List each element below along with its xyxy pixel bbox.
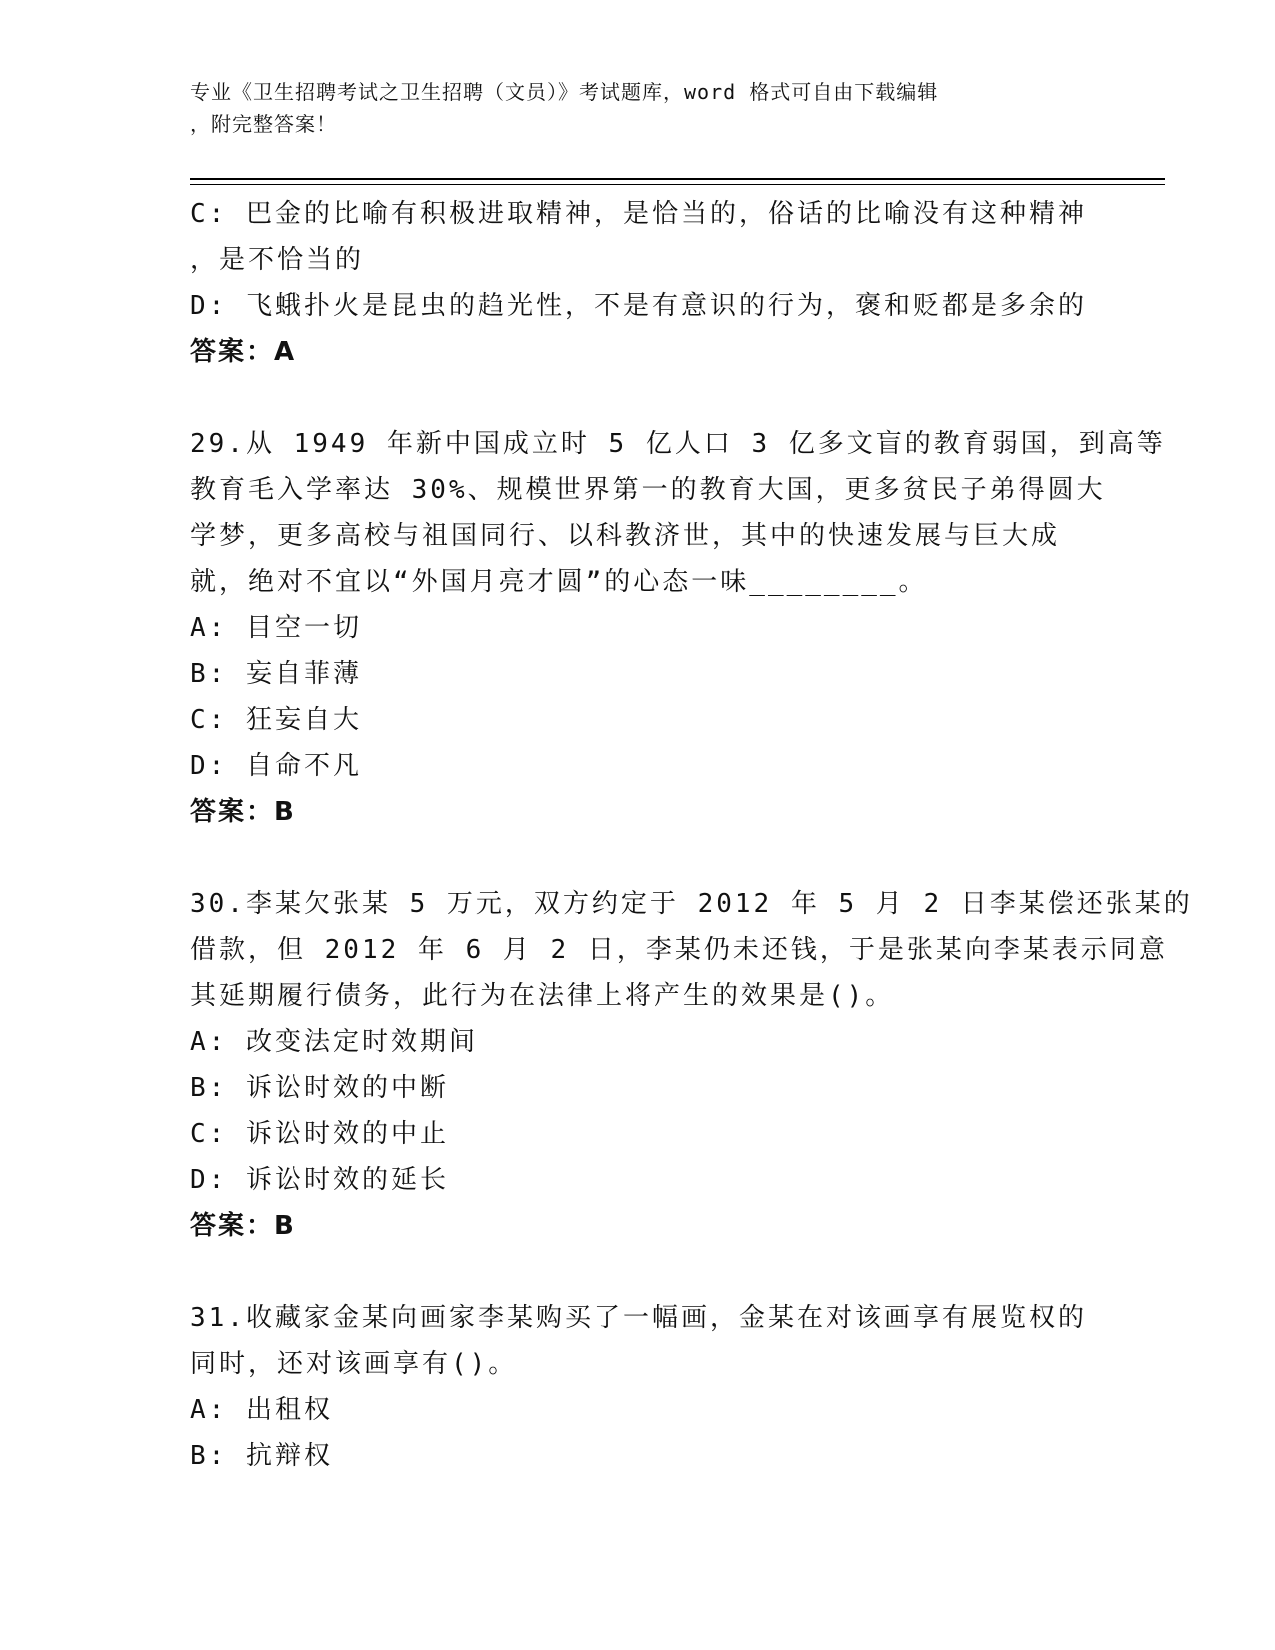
header-title-line-1: 专业《卫生招聘考试之卫生招聘（文员）》考试题库，word 格式可自由下载编辑	[190, 80, 939, 104]
question-28-continuation	[190, 191, 1090, 375]
header-title-line-2: ，附完整答案！	[190, 112, 337, 136]
spacer	[190, 1249, 1090, 1295]
option-d: D: 飞蛾扑火是昆虫的趋光性，不是有意识的行为，褒和贬都是多余的	[190, 291, 1087, 321]
question-stem-line: 学梦，更多高校与祖国同行、以科教济世，其中的快速发展与巨大成	[190, 521, 1061, 551]
question-stem-line: 借款，但 2012 年 6 月 2 日，李某仍未还钱，于是张某向李某表示同意	[190, 935, 1168, 965]
option-d: D: 自命不凡	[190, 751, 362, 781]
question-stem-line: 同时，还对该画享有()。	[190, 1349, 518, 1379]
document-header	[190, 76, 1070, 140]
option-a: A: 改变法定时效期间	[190, 1027, 478, 1057]
option-c: C: 诉讼时效的中止	[190, 1119, 449, 1149]
question-stem-line: 就，绝对不宜以“外国月亮才圆”的心态一味________。	[190, 567, 928, 597]
header-divider-thin	[190, 184, 1165, 185]
question-stem-line: 31.收藏家金某向画家李某购买了一幅画，金某在对该画享有展览权的	[190, 1303, 1087, 1333]
question-30	[190, 881, 1193, 1249]
option-c-line-1: C: 巴金的比喻有积极进取精神，是恰当的，俗话的比喻没有这种精神	[190, 199, 1087, 229]
question-29	[190, 421, 1166, 835]
option-a: A: 出租权	[190, 1395, 333, 1425]
question-31	[190, 1295, 1090, 1479]
answer-label: 答案：B	[190, 797, 296, 827]
document-body	[190, 191, 1193, 1479]
option-c: C: 狂妄自大	[190, 705, 362, 735]
option-a: A: 目空一切	[190, 613, 362, 643]
question-stem-line: 29.从 1949 年新中国成立时 5 亿人口 3 亿多文盲的教育弱国，到高等	[190, 429, 1166, 459]
question-stem-line: 教育毛入学率达 30%、规模世界第一的教育大国，更多贫民子弟得圆大	[190, 475, 1106, 505]
option-b: B: 诉讼时效的中断	[190, 1073, 449, 1103]
spacer	[190, 375, 1090, 421]
option-b: B: 妄自菲薄	[190, 659, 362, 689]
header-divider-thick	[190, 178, 1165, 180]
question-stem-line: 其延期履行债务，此行为在法律上将产生的效果是()。	[190, 981, 895, 1011]
option-c-line-2: ，是不恰当的	[190, 245, 365, 275]
option-d: D: 诉讼时效的延长	[190, 1165, 449, 1195]
question-stem-line: 30.李某欠张某 5 万元，双方约定于 2012 年 5 月 2 日李某偿还张某的	[190, 889, 1193, 919]
spacer	[190, 835, 1090, 881]
option-b: B: 抗辩权	[190, 1441, 333, 1471]
answer-label: 答案：B	[190, 1211, 296, 1241]
answer-label: 答案：A	[190, 337, 297, 367]
